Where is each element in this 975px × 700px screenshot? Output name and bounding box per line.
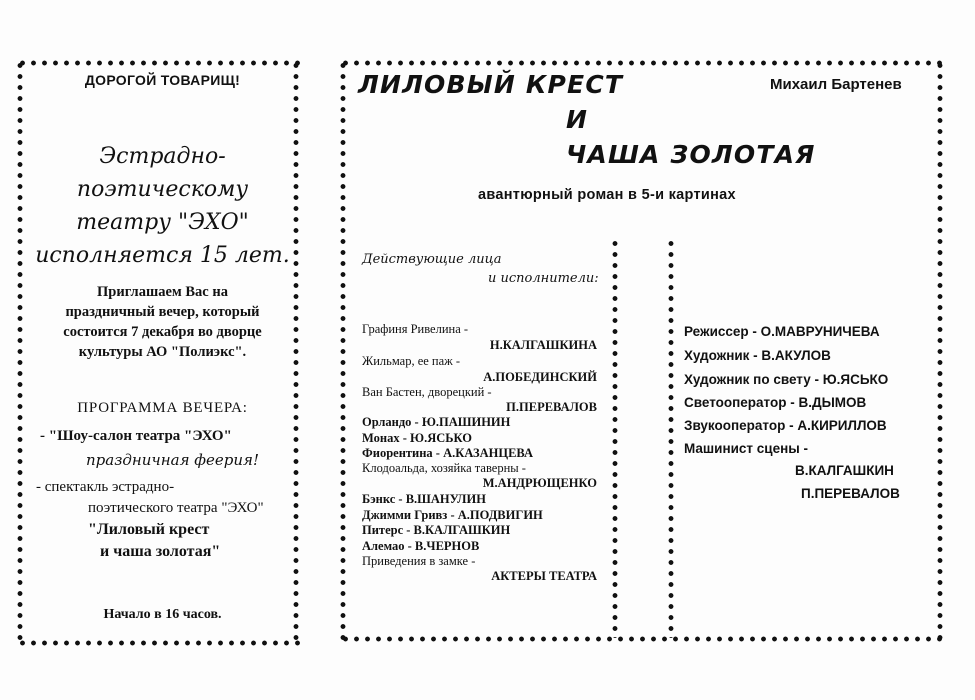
anniversary-line-3: исполняется 15 лет.: [35, 243, 290, 268]
author: Михаил Бартенев: [770, 76, 902, 93]
program-item-2: - спектакль эстрадно-: [36, 479, 175, 495]
cast-name: АКТЕРЫ ТЕАТРА: [491, 569, 597, 583]
program-item-2-cont: поэтического театра "ЭХО": [88, 500, 264, 516]
cast-line: Клодоальда, хозяйка таверны -: [362, 461, 526, 475]
cast-line: Алемао - В.ЧЕРНОВ: [362, 539, 480, 553]
play-title-line-3: ЧАША ЗОЛОТАЯ: [566, 140, 816, 169]
cast-heading: Действующие лица: [362, 252, 502, 267]
program-play-title-2: и чаша золотая": [100, 543, 221, 560]
crew-line: Художник по свету - Ю.ЯСЬКО: [684, 372, 889, 387]
cast-line: Бэнкс - В.ШАНУЛИН: [362, 492, 486, 506]
cast-line: Фиорентина - А.КАЗАНЦЕВА: [362, 446, 534, 460]
crew-line: Художник - В.АКУЛОВ: [684, 348, 831, 363]
left-border-bottom: [17, 640, 300, 646]
left-border-top: [17, 60, 300, 66]
cast-line: Жильмар, ее паж -: [362, 354, 461, 368]
play-title-line-2: И: [566, 105, 587, 134]
play-subtitle: авантюрный роман в 5-и картинах: [478, 187, 736, 203]
cast-line: Питерс - В.КАЛГАШКИН: [362, 523, 511, 537]
crew-name: В.КАЛГАШКИН: [795, 463, 894, 478]
anniversary-text: [30, 140, 295, 272]
cast-divider: [612, 238, 618, 638]
crew-line: Звукооператор - А.КИРИЛЛОВ: [684, 418, 887, 433]
play-title-line-1: ЛИЛОВЫЙ КРЕСТ: [358, 70, 624, 99]
program-item-1: - "Шоу-салон театра "ЭХО": [40, 428, 232, 444]
invitation-text: [30, 282, 295, 362]
invite-line-3: состоится 7 декабря во дворце: [63, 324, 262, 340]
cast-name: Н.КАЛГАШКИНА: [489, 338, 597, 352]
cast-heading-2: и исполнители:: [488, 271, 599, 286]
cast-line: Приведения в замке -: [362, 554, 476, 568]
invite-line-4: культуры АО "Полиэкс".: [78, 344, 247, 360]
program-title: ПРОГРАММА ВЕЧЕРА:: [77, 400, 248, 416]
program-item-1-desc: праздничная феерия!: [86, 451, 260, 469]
right-border-top: [340, 60, 943, 66]
start-time: Начало в 16 часов.: [103, 607, 222, 622]
crew-divider: [668, 238, 674, 638]
cast-line: Орландо - Ю.ПАШИНИН: [362, 415, 511, 429]
invitation-greeting: ДОРОГОЙ ТОВАРИЩ!: [84, 72, 241, 88]
anniversary-line-1: Эстрадно-поэтическому: [76, 144, 249, 202]
cast-line: Джимми Гривз - А.ПОДВИГИН: [362, 508, 543, 522]
right-border-bottom: [340, 636, 943, 642]
crew-name: П.ПЕРЕВАЛОВ: [801, 486, 900, 501]
program-play-title-1: "Лиловый крест: [88, 521, 210, 538]
crew-line: Машинист сцены -: [684, 441, 809, 456]
anniversary-line-2: театру "ЭХО": [76, 210, 249, 235]
crew-line: Режиссер - О.МАВРУНИЧЕВА: [684, 324, 880, 339]
right-border-left: [340, 60, 346, 642]
cast-line: Графиня Ривелина -: [362, 322, 469, 336]
cast-name: М.АНДРЮЩЕНКО: [482, 476, 597, 490]
left-border-left: [17, 60, 23, 646]
crew-line: Светооператор - В.ДЫМОВ: [684, 395, 867, 410]
cast-name: П.ПЕРЕВАЛОВ: [506, 400, 597, 414]
invite-line-2: праздничный вечер, который: [65, 304, 260, 320]
cast-line: Монах - Ю.ЯСЬКО: [362, 431, 472, 445]
cast-line: Ван Бастен, дворецкий -: [362, 385, 492, 399]
invite-line-1: Приглашаем Вас на: [97, 284, 228, 300]
cast-name: А.ПОБЕДИНСКИЙ: [483, 370, 597, 384]
right-border-right: [937, 60, 943, 642]
